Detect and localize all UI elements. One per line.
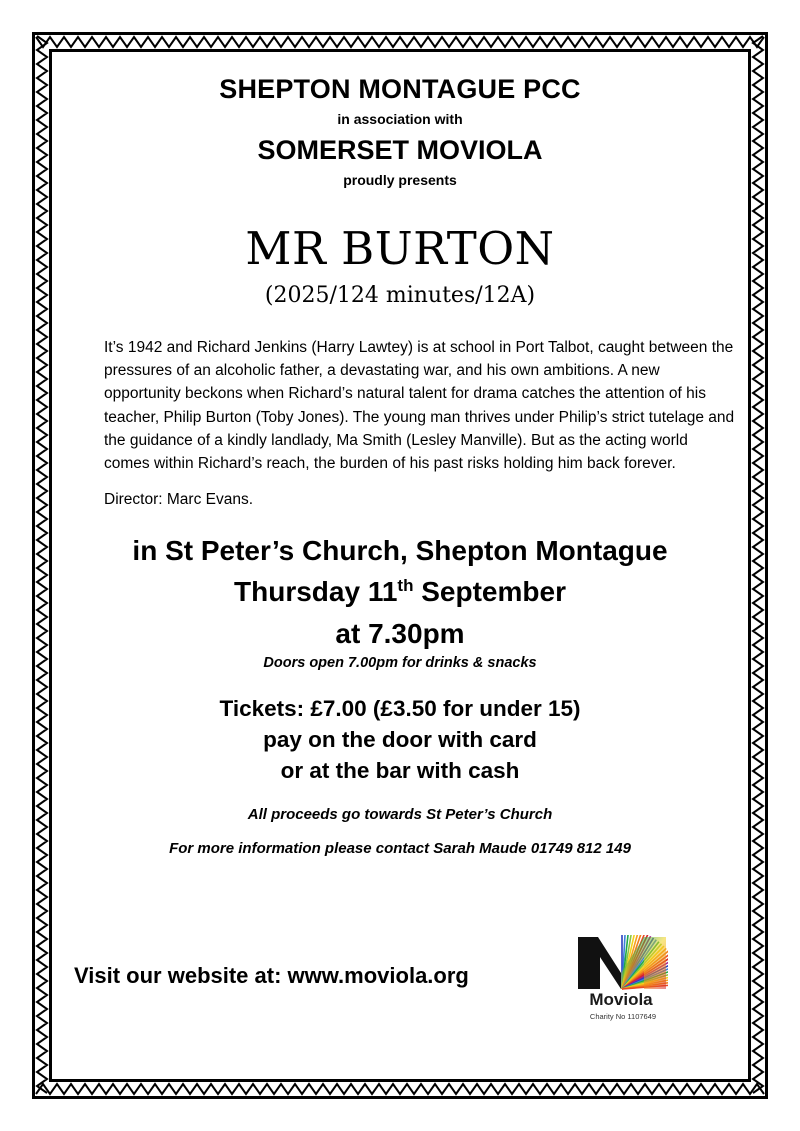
- charity-number: Charity No 1107649: [589, 1012, 657, 1021]
- ticket-cash-payment: or at the bar with cash: [280, 758, 520, 784]
- event-date: [58, 571, 742, 613]
- ticket-info: [58, 693, 742, 786]
- event-time: at 7.30pm: [335, 618, 465, 650]
- presents-line: proudly presents: [343, 172, 457, 188]
- logo-wordmark: Moviola: [589, 990, 653, 1009]
- association-line: in association with: [337, 111, 463, 127]
- event-day-suffix: th: [397, 576, 414, 596]
- doors-open-note: Doors open 7.00pm for drinks & snacks: [263, 655, 537, 672]
- organiser-heading: SHEPTON MONTAGUE PCC: [219, 74, 581, 104]
- partner-heading: SOMERSET MOVIOLA: [257, 135, 543, 165]
- ticket-card-payment: pay on the door with card: [263, 727, 537, 753]
- film-director: Director: Marc Evans.: [104, 491, 254, 509]
- website-link[interactable]: Visit our website at: www.moviola.org: [74, 963, 469, 988]
- proceeds-note: All proceeds go towards St Peter’s Church: [247, 806, 553, 824]
- event-day: Thursday 11: [234, 576, 398, 608]
- poster: [58, 52, 742, 1082]
- film-title: MR BURTON: [245, 222, 555, 275]
- film-details: (2025/124 minutes/12A): [264, 283, 536, 308]
- contact-info: For more information please contact Sarah Maude 01749 812 149: [169, 840, 631, 858]
- ticket-price: Tickets: £7.00 (£3.50 for under 15): [219, 696, 581, 722]
- film-synopsis: It’s 1942 and Richard Jenkins (Harry Lawtey) is at school in Port Talbot, caught between the pressures of an alcoholic father, a devastating war, and his own ambitions. A new opportunity beckons when Richard’s natural talent for drama catches the attention of his teacher, Philip Burton (Toby Jones). The young man thrives under Philip’s strict tutelage and the guidance of a kindly landlady, Ma Smith (Lesley Manville). But as the acting world comes within Richard’s reach, the burden of his past risks holding him back forever.: [104, 339, 735, 473]
- event-venue: in St Peter’s Church, Shepton Montague: [132, 535, 668, 567]
- event-month: September: [413, 576, 566, 608]
